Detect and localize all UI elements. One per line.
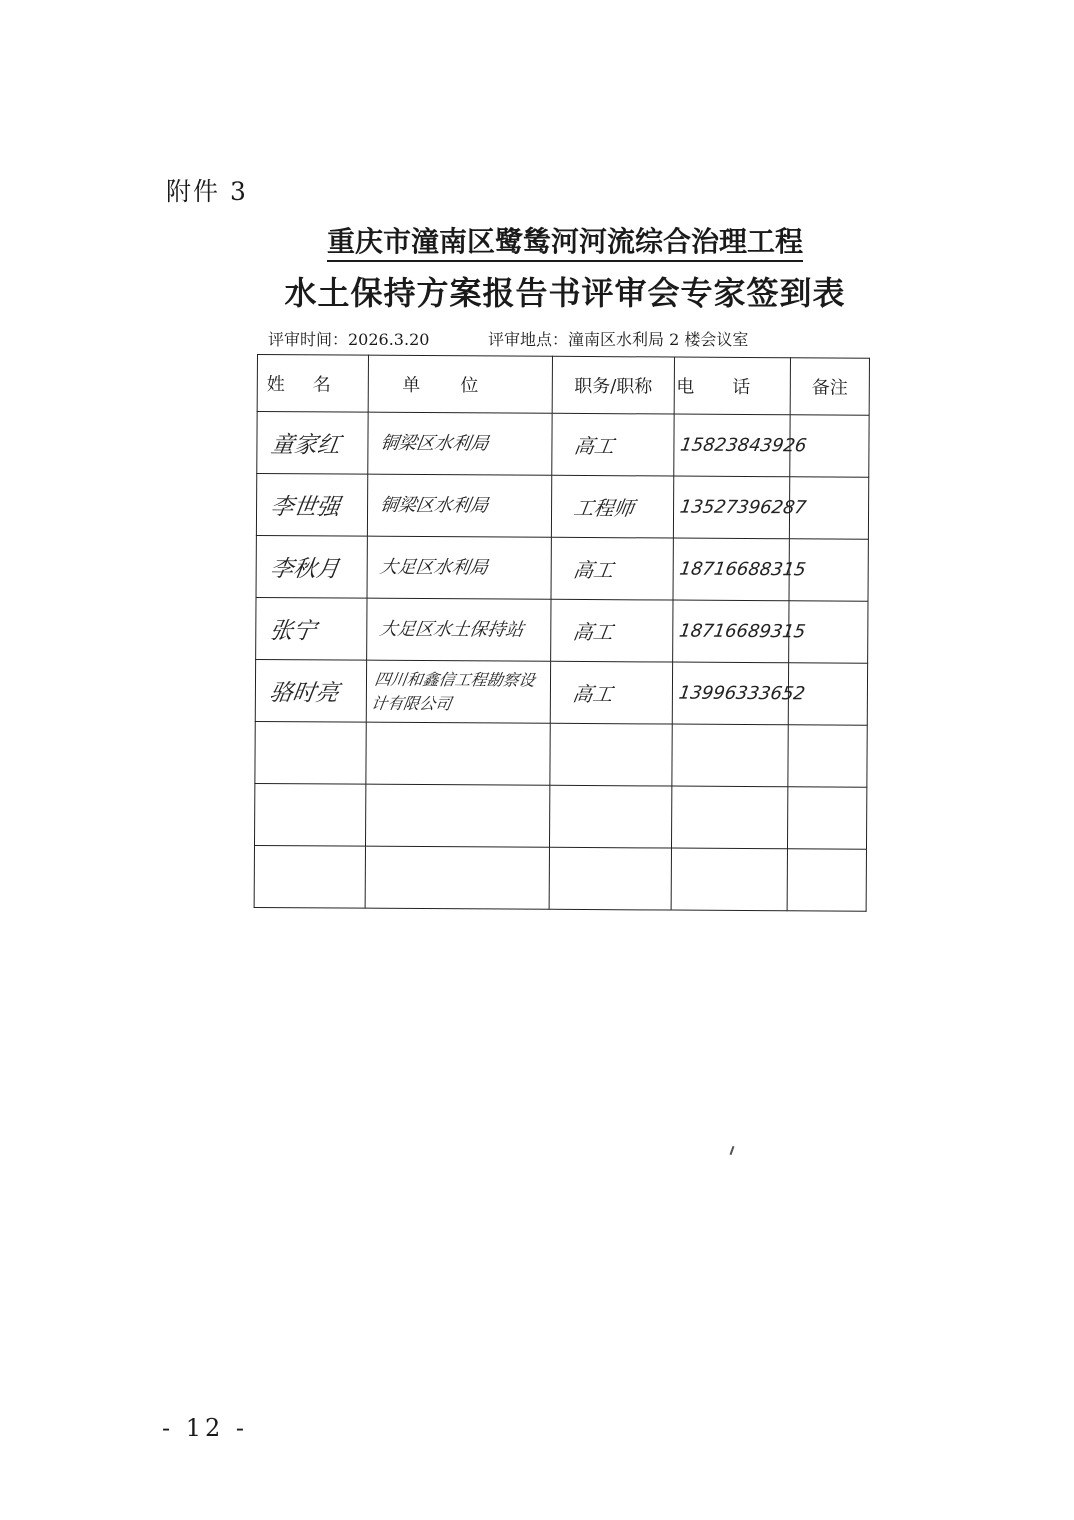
table-row xyxy=(254,783,866,849)
cell-title xyxy=(552,413,674,476)
table-row xyxy=(256,474,868,540)
table-row xyxy=(256,535,868,601)
cell-name xyxy=(256,474,367,537)
cell-unit xyxy=(367,474,551,537)
handwritten-title: 高工 xyxy=(571,619,615,645)
cell-phone xyxy=(673,538,808,601)
signature-name: 李秋月 xyxy=(268,556,342,583)
handwritten-unit: 铜梁区水利局 xyxy=(378,432,491,454)
signature-name: 李世强 xyxy=(268,494,342,521)
header-unit: 单位 xyxy=(368,355,552,413)
cell-title xyxy=(549,847,671,910)
signature-name: 童家红 xyxy=(269,432,342,459)
handwritten-title: 高工 xyxy=(570,681,615,707)
cell-name xyxy=(255,659,366,722)
cell-unit xyxy=(366,660,550,723)
cell-unit xyxy=(365,784,549,847)
document-title-line2: 水土保持方案报告书评审会专家签到表 xyxy=(284,274,846,312)
cell-title xyxy=(549,785,671,848)
cell-title xyxy=(551,537,673,600)
signature-name: 张宁 xyxy=(268,618,318,645)
header-phone: 电话 xyxy=(674,357,790,415)
handwritten-title: 高工 xyxy=(572,433,616,459)
attachment-label: 附件 3 xyxy=(166,177,248,206)
table-row xyxy=(254,845,866,911)
cell-phone xyxy=(671,786,787,849)
cell-phone xyxy=(671,848,787,911)
cell-phone xyxy=(674,414,808,477)
table-row xyxy=(256,597,868,663)
cell-unit xyxy=(368,412,552,475)
cell-title xyxy=(550,661,672,724)
table-row xyxy=(255,659,867,725)
header-title: 职务/职称 xyxy=(552,356,674,414)
cell-name xyxy=(254,783,365,846)
cell-unit xyxy=(366,722,550,785)
handwritten-phone: 18716689315 xyxy=(677,620,807,643)
cell-title xyxy=(551,475,673,538)
cell-name xyxy=(256,535,367,598)
handwritten-unit: 大足区水土保持站 xyxy=(377,618,525,641)
table-row xyxy=(257,412,869,478)
document-title-line1-text: 重庆市潼南区鹭鸶河河流综合治理工程 xyxy=(327,225,803,262)
sign-in-table xyxy=(254,354,870,912)
review-time: 评审时间：2026.3.20 xyxy=(268,330,430,349)
document-title-line1 xyxy=(0,220,1074,260)
cell-name xyxy=(257,412,368,475)
cell-note xyxy=(787,849,866,911)
cell-note xyxy=(787,787,866,849)
handwritten-title: 工程师 xyxy=(572,495,636,521)
cell-phone xyxy=(672,724,788,787)
handwritten-phone: 13527396287 xyxy=(678,496,808,519)
cell-title xyxy=(551,599,673,662)
cell-name xyxy=(255,721,366,784)
cell-unit xyxy=(365,846,549,909)
cell-unit xyxy=(367,598,551,661)
handwritten-unit: 铜梁区水利局 xyxy=(378,494,490,516)
handwritten-unit: 大足区水利局 xyxy=(378,556,490,578)
cell-name xyxy=(254,845,365,908)
handwritten-phone: 13996333652 xyxy=(677,682,807,705)
handwritten-phone: 15823843926 xyxy=(678,434,808,457)
handwritten-phone: 18716688315 xyxy=(678,558,808,581)
cell-name xyxy=(256,597,367,660)
handwritten-title: 高工 xyxy=(571,557,616,583)
table-row xyxy=(255,721,867,787)
review-place: 评审地点：潼南区水利局 2 楼会议室 xyxy=(488,330,749,349)
cell-phone xyxy=(673,600,807,663)
cell-phone xyxy=(673,476,808,539)
page-number: - 12 - xyxy=(162,1414,249,1442)
cell-note xyxy=(788,725,867,787)
table-header-row xyxy=(257,355,869,416)
signature-name: 骆时亮 xyxy=(267,680,341,707)
header-note: 备注 xyxy=(790,358,869,415)
scan-speck xyxy=(730,1146,735,1155)
cell-unit xyxy=(367,536,551,599)
header-name: 姓名 xyxy=(257,355,368,413)
cell-title xyxy=(550,723,672,786)
cell-phone xyxy=(672,662,807,725)
handwritten-unit: 四川和鑫信工程勘察设计有限公司 xyxy=(369,669,537,713)
